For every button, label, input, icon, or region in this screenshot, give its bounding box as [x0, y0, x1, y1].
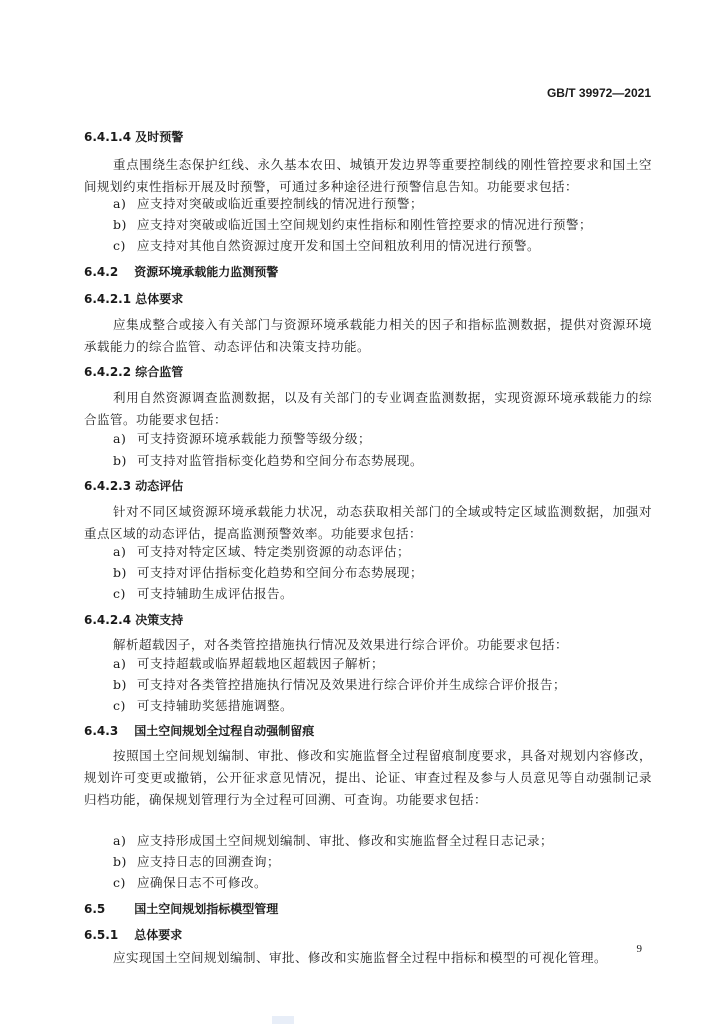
section-heading-6-4-2-1	[84, 290, 183, 307]
section-heading-6-4-3	[84, 722, 314, 739]
section-number: 6.4.2	[84, 265, 119, 279]
list-item	[113, 675, 566, 693]
list-marker: a)	[113, 833, 127, 848]
section-heading-6-5-1	[84, 926, 182, 943]
section-number: 6.5.1	[84, 928, 119, 942]
list-marker: b)	[113, 453, 127, 468]
list-item	[113, 873, 267, 891]
section-heading-6-4-2-2	[84, 363, 183, 380]
scan-mark	[272, 1016, 294, 1024]
paragraph: 按照国土空间规划编制、审批、修改和实施监督全过程留痕制度要求，具备对规划内容修改，规划许可变更或撤销，公开征求意见情况，提出、论证、审查过程及参与人员意见等自动强制记录归档功能，确保规划管理行为全过程可回溯、可查询。功能要求包括：	[84, 748, 652, 807]
list-item-text: 可支持资源环境承载能力预警等级分级；	[137, 431, 372, 446]
list-item-text: 应支持对突破或临近国土空间规划约束性指标和刚性管控要求的情况进行预警；	[137, 217, 593, 232]
paragraph: 利用自然资源调查监测数据，以及有关部门的专业调查监测数据，实现资源环境承载能力的综合监管。功能要求包括：	[84, 390, 652, 427]
list-item-text: 可支持对监管指标变化趋势和空间分布态势展现。	[137, 453, 424, 468]
list-marker: c)	[113, 698, 126, 713]
list-marker: b)	[113, 677, 127, 692]
section-number: 6.4.2.3	[84, 479, 132, 493]
list-marker: a)	[113, 544, 127, 559]
list-item	[113, 236, 540, 254]
list-item-text: 可支持对各类管控措施执行情况及效果进行综合评价并生成综合评价报告；	[137, 677, 567, 692]
section-heading-6-4-2-4	[84, 611, 183, 628]
list-item	[113, 654, 384, 672]
list-item-text: 可支持辅助奖惩措施调整。	[137, 698, 294, 713]
paragraph: 应集成整合或接入有关部门与资源环境承载能力相关的因子和指标监测数据，提供对资源环境承载能力的综合监管、动态评估和决策支持功能。	[84, 317, 652, 354]
list-marker: a)	[113, 656, 127, 671]
list-item	[113, 584, 293, 602]
section-title: 国土空间规划指标模型管理	[134, 902, 279, 916]
list-marker: a)	[113, 196, 127, 211]
paragraph: 针对不同区域资源环境承载能力状况，动态获取相关部门的全域或特定区域监测数据，加强对重点区域的动态评估，提高监测预警效率。功能要求包括：	[84, 504, 652, 541]
list-item-text: 可支持辅助生成评估报告。	[137, 586, 294, 601]
paragraph: 应实现国土空间规划编制、审批、修改和实施监督全过程中指标和模型的可视化管理。	[113, 950, 608, 965]
list-item	[113, 831, 553, 849]
list-item-text: 可支持超载或临界超载地区超载因子解析；	[137, 656, 385, 671]
section-title: 综合监管	[135, 365, 184, 379]
paragraph: 解析超载因子，对各类管控措施执行情况及效果进行综合评价。功能要求包括：	[113, 637, 569, 652]
standard-code: GB/T 39972—2021	[546, 86, 651, 100]
list-marker: b)	[113, 854, 127, 869]
list-item	[113, 563, 423, 581]
list-marker: c)	[113, 238, 126, 253]
list-item-text: 应支持形成国土空间规划编制、审批、修改和实施监督全过程日志记录；	[137, 833, 554, 848]
list-item	[113, 215, 592, 233]
list-item-text: 可支持对特定区域、特定类别资源的动态评估；	[137, 544, 411, 559]
section-title: 及时预警	[135, 130, 184, 144]
list-item-text: 应支持对其他自然资源过度开发和国土空间粗放利用的情况进行预警。	[137, 238, 541, 253]
list-item	[113, 429, 371, 447]
section-heading-6-5	[84, 900, 278, 917]
list-item-text: 应支持日志的回溯查询；	[137, 854, 281, 869]
paragraph: 重点围绕生态保护红线、永久基本农田、城镇开发边界等重要控制线的刚性管控要求和国土空间规划约束性指标开展及时预警，可通过多种途径进行预警信息告知。功能要求包括：	[84, 157, 652, 194]
list-item-text: 应确保日志不可修改。	[137, 875, 268, 890]
section-number: 6.4.2.1	[84, 292, 132, 306]
list-marker: c)	[113, 875, 126, 890]
list-item	[113, 451, 423, 469]
section-number: 6.4.2.4	[84, 613, 132, 627]
section-title: 资源环境承载能力监测预警	[134, 265, 279, 279]
section-number: 6.4.2.2	[84, 365, 132, 379]
section-number: 6.4.3	[84, 724, 119, 738]
list-marker: b)	[113, 217, 127, 232]
page-number: 9	[636, 943, 642, 955]
section-heading-6-4-1-4	[84, 128, 183, 145]
section-title: 决策支持	[135, 613, 184, 627]
section-number: 6.4.1.4	[84, 130, 132, 144]
list-marker: c)	[113, 586, 126, 601]
list-item	[113, 194, 423, 212]
section-title: 国土空间规划全过程自动强制留痕	[134, 724, 315, 738]
list-item-text: 应支持对突破或临近重要控制线的情况进行预警；	[137, 196, 424, 211]
list-marker: b)	[113, 565, 127, 580]
section-number: 6.5	[84, 902, 106, 916]
section-title: 总体要求	[134, 928, 183, 942]
section-title: 总体要求	[135, 292, 184, 306]
list-item	[113, 542, 410, 560]
list-item-text: 可支持对评估指标变化趋势和空间分布态势展现；	[137, 565, 424, 580]
list-marker: a)	[113, 431, 127, 446]
section-title: 动态评估	[135, 479, 184, 493]
list-item	[113, 852, 280, 870]
section-heading-6-4-2-3	[84, 477, 183, 494]
list-item	[113, 696, 293, 714]
section-heading-6-4-2	[84, 263, 278, 280]
